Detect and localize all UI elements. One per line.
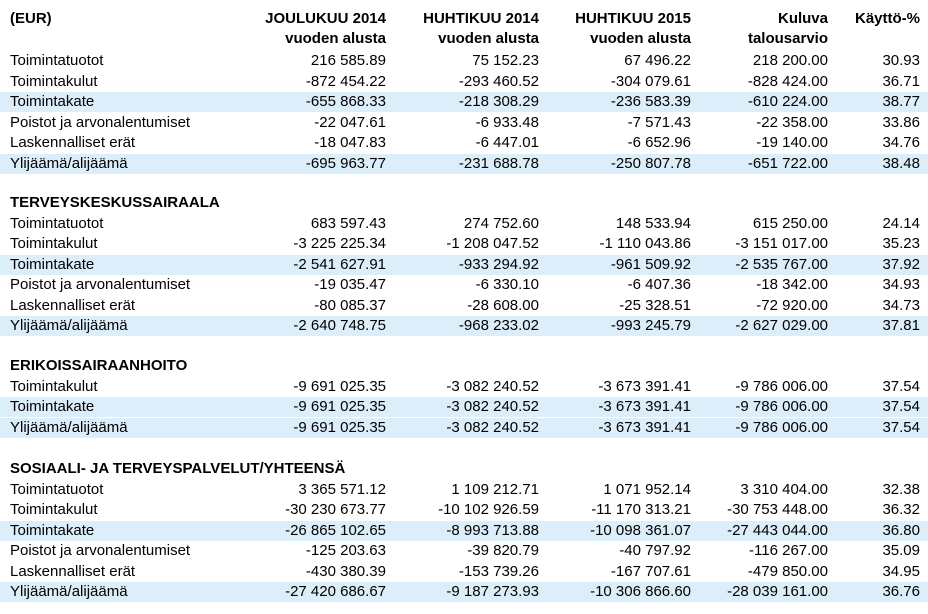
column-header-line: vuoden alusta	[590, 30, 691, 47]
value-cell: -26 865 102.65	[285, 522, 386, 539]
value-cell: -9 786 006.00	[735, 398, 828, 415]
column-header-line: JOULUKUU 2014	[265, 10, 386, 27]
table-row	[0, 296, 928, 316]
value-cell: -2 627 029.00	[735, 317, 828, 334]
table-row	[0, 214, 928, 234]
column-header-line: HUHTIKUU 2014	[423, 10, 539, 27]
value-cell: -3 225 225.34	[293, 235, 386, 252]
value-cell: 35.09	[882, 542, 920, 559]
row-label: Ylijäämä/alijäämä	[10, 155, 128, 172]
section-title: TERVEYSKESKUSSAIRAALA	[10, 194, 220, 211]
value-cell: -28 608.00	[467, 297, 539, 314]
value-cell: -25 328.51	[619, 297, 691, 314]
value-cell: -10 102 926.59	[438, 501, 539, 518]
value-cell: 32.38	[882, 481, 920, 498]
row-label: Toimintakulut	[10, 378, 98, 395]
table-row	[0, 480, 928, 500]
value-cell: -3 673 391.41	[598, 378, 691, 395]
table-row	[0, 316, 928, 336]
value-cell: 36.80	[882, 522, 920, 539]
value-cell: -3 082 240.52	[446, 419, 539, 436]
value-cell: -22 047.61	[314, 114, 386, 131]
table-row	[0, 154, 928, 174]
value-cell: -968 233.02	[458, 317, 539, 334]
value-cell: -116 267.00	[749, 542, 828, 559]
value-cell: -610 224.00	[747, 93, 828, 110]
value-cell: -30 753 448.00	[727, 501, 828, 518]
table-row	[0, 541, 928, 561]
column-header-usage-percent	[855, 9, 920, 29]
value-cell: 36.76	[882, 583, 920, 600]
value-cell: 36.32	[882, 501, 920, 518]
row-label: Toimintakulut	[10, 73, 98, 90]
value-cell: -72 920.00	[756, 297, 828, 314]
value-cell: -293 460.52	[458, 73, 539, 90]
table-row	[0, 133, 928, 153]
value-cell: 34.93	[882, 276, 920, 293]
value-cell: 37.92	[882, 256, 920, 273]
value-cell: -8 993 713.88	[446, 522, 539, 539]
value-cell: -231 688.78	[458, 155, 539, 172]
table-row	[0, 500, 928, 520]
value-cell: -2 640 748.75	[293, 317, 386, 334]
value-cell: 30.93	[882, 52, 920, 69]
column-header-line: vuoden alusta	[285, 30, 386, 47]
table-row	[0, 72, 928, 92]
value-cell: 75 152.23	[472, 52, 539, 69]
value-cell: -27 420 686.67	[285, 583, 386, 600]
value-cell: 38.48	[882, 155, 920, 172]
table-row	[0, 377, 928, 397]
value-cell: -19 035.47	[314, 276, 386, 293]
value-cell: 37.54	[882, 398, 920, 415]
value-cell: -6 407.36	[627, 276, 691, 293]
value-cell: -6 330.10	[475, 276, 539, 293]
value-cell: -153 739.26	[458, 563, 539, 580]
value-cell: 36.71	[882, 73, 920, 90]
row-label: Toimintakate	[10, 398, 95, 415]
value-cell: 67 496.22	[624, 52, 691, 69]
value-cell: -3 082 240.52	[446, 378, 539, 395]
row-label: Toimintakate	[10, 256, 95, 273]
table-row	[0, 255, 928, 275]
value-cell: -3 673 391.41	[598, 419, 691, 436]
table-row	[0, 234, 928, 254]
row-label: Laskennalliset erät	[10, 134, 136, 151]
value-cell: 35.23	[882, 235, 920, 252]
value-cell: 148 533.94	[615, 215, 691, 232]
value-cell: -933 294.92	[458, 256, 539, 273]
value-cell: 1 071 952.14	[603, 481, 691, 498]
value-cell: 216 585.89	[310, 52, 386, 69]
value-cell: -9 691 025.35	[293, 419, 386, 436]
column-header-apr-2015	[575, 9, 691, 49]
value-cell: -10 306 866.60	[590, 583, 691, 600]
value-cell: 3 365 571.12	[298, 481, 386, 498]
value-cell: -19 140.00	[756, 134, 828, 151]
value-cell: -695 963.77	[305, 155, 386, 172]
row-label: Poistot ja arvonalentumiset	[10, 542, 191, 559]
row-label: Poistot ja arvonalentumiset	[10, 114, 191, 131]
value-cell: 24.14	[882, 215, 920, 232]
value-cell: -1 110 043.86	[599, 235, 691, 252]
value-cell: 683 597.43	[310, 215, 386, 232]
section-title: ERIKOISSAIRAANHOITO	[10, 357, 188, 374]
row-label: Laskennalliset erät	[10, 563, 136, 580]
value-cell: 33.86	[882, 114, 920, 131]
column-header-line: talousarvio	[747, 30, 828, 47]
value-cell: -11 170 313.21	[591, 501, 691, 518]
table-row	[0, 562, 928, 582]
value-cell: 34.76	[882, 134, 920, 151]
value-cell: -6 447.01	[475, 134, 539, 151]
table-row	[0, 275, 928, 295]
value-cell: 274 752.60	[463, 215, 539, 232]
table-row	[0, 397, 928, 417]
column-header-line: HUHTIKUU 2015	[575, 10, 691, 27]
row-label: Ylijäämä/alijäämä	[10, 583, 128, 600]
value-cell: -6 652.96	[627, 134, 691, 151]
value-cell: -9 786 006.00	[735, 378, 828, 395]
value-cell: -6 933.48	[475, 114, 539, 131]
value-cell: -655 868.33	[305, 93, 386, 110]
table-row	[0, 418, 928, 438]
value-cell: 37.54	[882, 419, 920, 436]
value-cell: -479 850.00	[747, 563, 828, 580]
column-header-apr-2014	[423, 9, 539, 49]
value-cell: -3 082 240.52	[446, 398, 539, 415]
row-label: Toimintakate	[10, 93, 95, 110]
value-cell: -218 308.29	[458, 93, 539, 110]
row-label: Toimintatuotot	[10, 481, 104, 498]
row-label: Toimintatuotot	[10, 215, 104, 232]
value-cell: -961 509.92	[610, 256, 691, 273]
value-cell: -2 535 767.00	[735, 256, 828, 273]
value-cell: -39 820.79	[467, 542, 539, 559]
row-label: Toimintakate	[10, 522, 95, 539]
value-cell: -27 443 044.00	[727, 522, 828, 539]
value-cell: -236 583.39	[610, 93, 691, 110]
value-cell: 218 200.00	[752, 52, 828, 69]
value-cell: -1 208 047.52	[446, 235, 539, 252]
value-cell: 34.95	[882, 563, 920, 580]
row-label: Toimintakulut	[10, 235, 98, 252]
row-label: Poistot ja arvonalentumiset	[10, 276, 191, 293]
section-title: SOSIAALI- JA TERVEYSPALVELUT/YHTEENSÄ	[10, 460, 346, 477]
value-cell: -3 673 391.41	[598, 398, 691, 415]
column-header-budget	[748, 9, 828, 49]
value-cell: -10 098 361.07	[590, 522, 691, 539]
value-cell: -9 691 025.35	[293, 378, 386, 395]
value-cell: 615 250.00	[752, 215, 828, 232]
table-row	[0, 51, 928, 71]
value-cell: -22 358.00	[756, 114, 828, 131]
value-cell: 38.77	[882, 93, 920, 110]
row-label: Laskennalliset erät	[10, 297, 136, 314]
unit-label: (EUR)	[10, 10, 52, 27]
value-cell: -18 342.00	[756, 276, 828, 293]
value-cell: -3 151 017.00	[735, 235, 828, 252]
value-cell: -828 424.00	[747, 73, 828, 90]
value-cell: -80 085.37	[314, 297, 386, 314]
value-cell: -250 807.78	[610, 155, 691, 172]
value-cell: -2 541 627.91	[293, 256, 386, 273]
value-cell: -7 571.43	[627, 114, 691, 131]
table-row	[0, 582, 928, 602]
column-header-line: Kuluva	[777, 10, 828, 27]
value-cell: -28 039 161.00	[727, 583, 828, 600]
value-cell: 37.54	[882, 378, 920, 395]
column-header-line: vuoden alusta	[438, 30, 539, 47]
column-header-line: Käyttö-%	[854, 10, 920, 27]
value-cell: -9 691 025.35	[293, 398, 386, 415]
value-cell: -167 707.61	[610, 563, 691, 580]
table-row	[0, 113, 928, 133]
table-row	[0, 92, 928, 112]
value-cell: -125 203.63	[305, 542, 386, 559]
value-cell: 37.81	[882, 317, 920, 334]
value-cell: 34.73	[882, 297, 920, 314]
value-cell: -40 797.92	[619, 542, 691, 559]
value-cell: 1 109 212.71	[451, 481, 539, 498]
value-cell: -18 047.83	[314, 134, 386, 151]
column-header-dec-2014	[265, 9, 386, 49]
value-cell: -30 230 673.77	[285, 501, 386, 518]
value-cell: -430 380.39	[305, 563, 386, 580]
value-cell: -651 722.00	[747, 155, 828, 172]
value-cell: -9 786 006.00	[735, 419, 828, 436]
value-cell: -304 079.61	[610, 73, 691, 90]
value-cell: -9 187 273.93	[446, 583, 539, 600]
row-label: Toimintakulut	[10, 501, 98, 518]
value-cell: 3 310 404.00	[740, 481, 828, 498]
value-cell: -872 454.22	[305, 73, 386, 90]
row-label: Toimintatuotot	[10, 52, 104, 69]
row-label: Ylijäämä/alijäämä	[10, 419, 128, 436]
row-label: Ylijäämä/alijäämä	[10, 317, 128, 334]
table-row	[0, 521, 928, 541]
unit-header	[10, 9, 52, 29]
value-cell: -993 245.79	[610, 317, 691, 334]
